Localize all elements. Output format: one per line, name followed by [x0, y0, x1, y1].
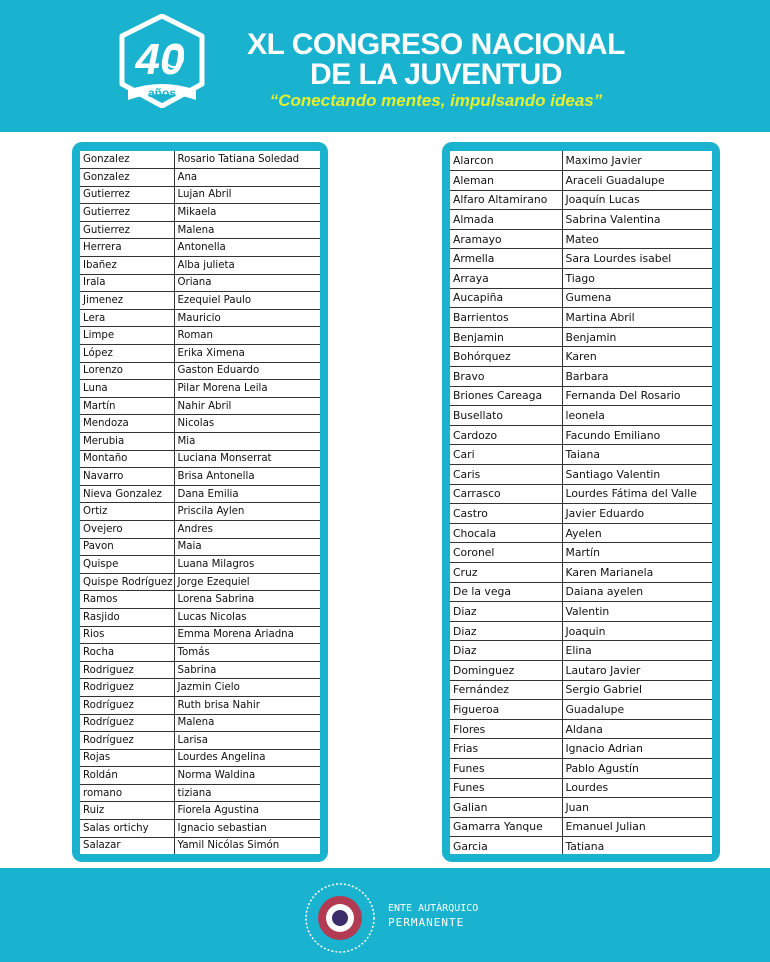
given-name-cell: Lourdes Fátima del Valle [562, 484, 712, 504]
table-row [80, 169, 320, 187]
table-row [80, 538, 320, 556]
given-name-cell: Ruth brisa Nahir [174, 696, 320, 714]
table-row [450, 798, 712, 818]
left-table-wrap [80, 151, 320, 854]
given-name-cell: Benjamin [562, 327, 712, 347]
header-banner [0, 0, 770, 132]
given-name-cell: leonela [562, 406, 712, 426]
table-row [80, 186, 320, 204]
surname-cell: Rasjido [80, 608, 174, 626]
given-name-cell: Sabrina Valentina [562, 210, 712, 230]
table-row [80, 204, 320, 222]
table-row [80, 433, 320, 451]
table-row [80, 556, 320, 574]
given-name-cell: Karen [562, 347, 712, 367]
surname-cell: Diaz [450, 621, 562, 641]
org-line-2: PERMANENTE [388, 916, 465, 929]
given-name-cell: Roman [174, 327, 320, 345]
table-row [450, 778, 712, 798]
given-name-cell: Sabrina [174, 661, 320, 679]
given-name-cell: Jorge Ezequiel [174, 573, 320, 591]
surname-cell: Bohórquez [450, 347, 562, 367]
surname-cell: Arraya [450, 269, 562, 289]
title-line-2: DE LA JUVENTUD [310, 58, 562, 91]
table-row [80, 679, 320, 697]
given-name-cell: Sara Lourdes isabel [562, 249, 712, 269]
surname-cell: romano [80, 784, 174, 802]
given-name-cell: Guadalupe [562, 700, 712, 720]
table-row [450, 210, 712, 230]
given-name-cell: Mateo [562, 229, 712, 249]
given-name-cell: Nicolas [174, 415, 320, 433]
surname-cell: Frias [450, 739, 562, 759]
given-name-cell: Lourdes [562, 778, 712, 798]
given-name-cell: Javier Eduardo [562, 504, 712, 524]
surname-cell: Rodriguez [80, 679, 174, 697]
given-name-cell: Mia [174, 433, 320, 451]
surname-cell: Bravo [450, 367, 562, 387]
surname-cell: Lera [80, 309, 174, 327]
org-line-1: ENTE AUTÁRQUICO [388, 903, 479, 914]
table-row [450, 504, 712, 524]
given-name-cell: Fiorela Agustina [174, 802, 320, 820]
table-row [80, 380, 320, 398]
surname-cell: Gutierrez [80, 186, 174, 204]
surname-cell: Galian [450, 798, 562, 818]
table-row [80, 696, 320, 714]
table-row [80, 644, 320, 662]
surname-cell: Gonzalez [80, 151, 174, 169]
surname-cell: Funes [450, 758, 562, 778]
table-row [450, 837, 712, 854]
surname-cell: Alarcon [450, 151, 562, 171]
table-row [450, 700, 712, 720]
given-name-cell: Emanuel Julian [562, 817, 712, 837]
surname-cell: Funes [450, 778, 562, 798]
surname-cell: Gamarra Yanque [450, 817, 562, 837]
surname-cell: Roldán [80, 767, 174, 785]
footer-banner [0, 868, 770, 962]
table-row [80, 309, 320, 327]
given-name-cell: Ayelen [562, 523, 712, 543]
title-line-1: XL CONGRESO NACIONAL [247, 28, 625, 61]
given-name-cell: Tatiana [562, 837, 712, 854]
surname-cell: Almada [450, 210, 562, 230]
given-name-cell: Joaquin [562, 621, 712, 641]
surname-cell: Garcia [450, 837, 562, 854]
table-row [450, 229, 712, 249]
anniversary-logo [116, 14, 208, 108]
table-row [80, 362, 320, 380]
table-row [80, 221, 320, 239]
table-row [450, 249, 712, 269]
surname-cell: Luna [80, 380, 174, 398]
table-row [450, 327, 712, 347]
table-row [450, 171, 712, 191]
table-row [450, 582, 712, 602]
surname-cell: Rodríguez [80, 714, 174, 732]
logo-text: años [147, 86, 177, 100]
given-name-cell: Lorena Sabrina [174, 591, 320, 609]
table-row [80, 714, 320, 732]
surname-cell: Pavon [80, 538, 174, 556]
given-name-cell: Andres [174, 520, 320, 538]
given-name-cell: Valentin [562, 602, 712, 622]
given-name-cell: Gumena [562, 288, 712, 308]
surname-cell: Rocha [80, 644, 174, 662]
table-row [80, 837, 320, 854]
given-name-cell: Ignacio sebastian [174, 820, 320, 838]
surname-cell: Dominguez [450, 660, 562, 680]
table-row [450, 465, 712, 485]
table-row [80, 468, 320, 486]
table-row [450, 308, 712, 328]
surname-cell: Figueroa [450, 700, 562, 720]
given-name-cell: Maia [174, 538, 320, 556]
given-name-cell: Emma Morena Ariadna [174, 626, 320, 644]
given-name-cell: Malena [174, 714, 320, 732]
surname-cell: Ramos [80, 591, 174, 609]
given-name-cell: Santiago Valentin [562, 465, 712, 485]
right-list-panel [442, 142, 720, 862]
table-row [80, 767, 320, 785]
given-name-cell: Araceli Guadalupe [562, 171, 712, 191]
surname-cell: Gonzalez [80, 169, 174, 187]
surname-cell: Castro [450, 504, 562, 524]
table-row [80, 503, 320, 521]
table-row [450, 641, 712, 661]
table-row [450, 386, 712, 406]
given-name-cell: Aldana [562, 719, 712, 739]
surname-cell: Herrera [80, 239, 174, 257]
surname-cell: Rodríguez [80, 732, 174, 750]
given-name-cell: Karen Marianela [562, 562, 712, 582]
table-row [450, 817, 712, 837]
given-name-cell: Martín [562, 543, 712, 563]
given-name-cell: Lucas Nicolas [174, 608, 320, 626]
table-row [80, 239, 320, 257]
table-row [80, 749, 320, 767]
given-name-cell: Mauricio [174, 309, 320, 327]
table-row [80, 784, 320, 802]
surname-cell: Lorenzo [80, 362, 174, 380]
surname-cell: Jimenez [80, 292, 174, 310]
table-row [80, 608, 320, 626]
given-name-cell: Daiana ayelen [562, 582, 712, 602]
table-row [450, 288, 712, 308]
surname-cell: Salazar [80, 837, 174, 854]
left-list-panel [72, 142, 328, 862]
table-row [450, 269, 712, 289]
table-row [80, 397, 320, 415]
organization-name [388, 902, 478, 930]
given-name-cell: Alba julieta [174, 257, 320, 275]
given-name-cell: Maximo Javier [562, 151, 712, 171]
given-name-cell: Elina [562, 641, 712, 661]
logo-number: 40 [135, 35, 185, 84]
given-name-cell: Facundo Emiliano [562, 425, 712, 445]
surname-cell: Merubia [80, 433, 174, 451]
table-row [80, 485, 320, 503]
given-name-cell: Dana Emilia [174, 485, 320, 503]
page-title [216, 30, 656, 90]
given-name-cell: Lourdes Angelina [174, 749, 320, 767]
table-row [80, 345, 320, 363]
surname-cell: Quispe [80, 556, 174, 574]
given-name-cell: Ignacio Adrian [562, 739, 712, 759]
given-name-cell: Malena [174, 221, 320, 239]
table-row [450, 445, 712, 465]
given-name-cell: Tomás [174, 644, 320, 662]
table-row [80, 732, 320, 750]
surname-cell: Ruiz [80, 802, 174, 820]
table-row [450, 719, 712, 739]
table-row [80, 820, 320, 838]
given-name-cell: Jazmin Cielo [174, 679, 320, 697]
right-table-wrap [450, 151, 712, 854]
surname-cell: Chocala [450, 523, 562, 543]
given-name-cell: Nahir Abril [174, 397, 320, 415]
given-name-cell: Brisa Antonella [174, 468, 320, 486]
given-name-cell: Mikaela [174, 204, 320, 222]
given-name-cell: Tiago [562, 269, 712, 289]
table-row [80, 802, 320, 820]
surname-cell: Rios [80, 626, 174, 644]
given-name-cell: Joaquín Lucas [562, 190, 712, 210]
surname-cell: Busellato [450, 406, 562, 426]
given-name-cell: Larisa [174, 732, 320, 750]
table-row [450, 425, 712, 445]
table-row [80, 327, 320, 345]
given-name-cell: Ana [174, 169, 320, 187]
table-row [450, 562, 712, 582]
given-name-cell: Erika Ximena [174, 345, 320, 363]
surname-cell: Ibañez [80, 257, 174, 275]
table-row [450, 680, 712, 700]
surname-cell: Caris [450, 465, 562, 485]
table-row [80, 520, 320, 538]
surname-cell: Aucapiña [450, 288, 562, 308]
surname-cell: Aramayo [450, 229, 562, 249]
table-row [450, 151, 712, 171]
table-row [80, 415, 320, 433]
table-row [450, 602, 712, 622]
table-row [450, 543, 712, 563]
surname-cell: Limpe [80, 327, 174, 345]
given-name-cell: Gaston Eduardo [174, 362, 320, 380]
table-row [450, 739, 712, 759]
table-row [80, 274, 320, 292]
table-row [80, 450, 320, 468]
surname-cell: Armella [450, 249, 562, 269]
surname-cell: Gutierrez [80, 204, 174, 222]
table-row [450, 758, 712, 778]
left-names-table [80, 151, 320, 854]
surname-cell: Aleman [450, 171, 562, 191]
table-row [450, 660, 712, 680]
surname-cell: Quispe Rodríguez [80, 573, 174, 591]
given-name-cell: Fernanda Del Rosario [562, 386, 712, 406]
table-row [80, 292, 320, 310]
surname-cell: Cardozo [450, 425, 562, 445]
table-row [450, 367, 712, 387]
surname-cell: Alfaro Altamirano [450, 190, 562, 210]
given-name-cell: Pablo Agustín [562, 758, 712, 778]
table-row [450, 621, 712, 641]
surname-cell: Coronel [450, 543, 562, 563]
given-name-cell: Taiana [562, 445, 712, 465]
table-row [450, 484, 712, 504]
given-name-cell: Luana Milagros [174, 556, 320, 574]
given-name-cell: Antonella [174, 239, 320, 257]
given-name-cell: Norma Waldina [174, 767, 320, 785]
surname-cell: Benjamin [450, 327, 562, 347]
given-name-cell: Priscila Aylen [174, 503, 320, 521]
given-name-cell: Juan [562, 798, 712, 818]
given-name-cell: Pilar Morena Leila [174, 380, 320, 398]
given-name-cell: Rosario Tatiana Soledad [174, 151, 320, 169]
surname-cell: Fernández [450, 680, 562, 700]
surname-cell: Ortiz [80, 503, 174, 521]
seal-logo [302, 880, 378, 956]
given-name-cell: Barbara [562, 367, 712, 387]
surname-cell: Briones Careaga [450, 386, 562, 406]
surname-cell: Montaño [80, 450, 174, 468]
surname-cell: Rodriguez [80, 661, 174, 679]
surname-cell: Barrientos [450, 308, 562, 328]
surname-cell: Rojas [80, 749, 174, 767]
surname-cell: Ovejero [80, 520, 174, 538]
surname-cell: Flores [450, 719, 562, 739]
surname-cell: López [80, 345, 174, 363]
surname-cell: Nieva Gonzalez [80, 485, 174, 503]
right-names-table [450, 151, 712, 854]
table-row [450, 523, 712, 543]
table-row [80, 257, 320, 275]
given-name-cell: Luciana Monserrat [174, 450, 320, 468]
surname-cell: Mendoza [80, 415, 174, 433]
table-row [80, 151, 320, 169]
table-row [450, 347, 712, 367]
table-row [80, 591, 320, 609]
given-name-cell: Martina Abril [562, 308, 712, 328]
surname-cell: Gutierrez [80, 221, 174, 239]
page-subtitle: “Conectando mentes, impulsando ideas” [269, 91, 603, 110]
table-row [80, 661, 320, 679]
surname-cell: Cari [450, 445, 562, 465]
given-name-cell: Sergio Gabriel [562, 680, 712, 700]
surname-cell: Diaz [450, 602, 562, 622]
surname-cell: Navarro [80, 468, 174, 486]
given-name-cell: Yamil Nicólas Simón [174, 837, 320, 854]
given-name-cell: Ezequiel Paulo [174, 292, 320, 310]
surname-cell: De la vega [450, 582, 562, 602]
given-name-cell: Lautaro Javier [562, 660, 712, 680]
surname-cell: Carrasco [450, 484, 562, 504]
surname-cell: Rodríguez [80, 696, 174, 714]
table-row [450, 190, 712, 210]
surname-cell: Irala [80, 274, 174, 292]
surname-cell: Cruz [450, 562, 562, 582]
given-name-cell: tiziana [174, 784, 320, 802]
given-name-cell: Oriana [174, 274, 320, 292]
surname-cell: Martín [80, 397, 174, 415]
given-name-cell: Lujan Abril [174, 186, 320, 204]
surname-cell: Salas ortichy [80, 820, 174, 838]
table-row [80, 573, 320, 591]
surname-cell: Diaz [450, 641, 562, 661]
table-row [80, 626, 320, 644]
table-row [450, 406, 712, 426]
